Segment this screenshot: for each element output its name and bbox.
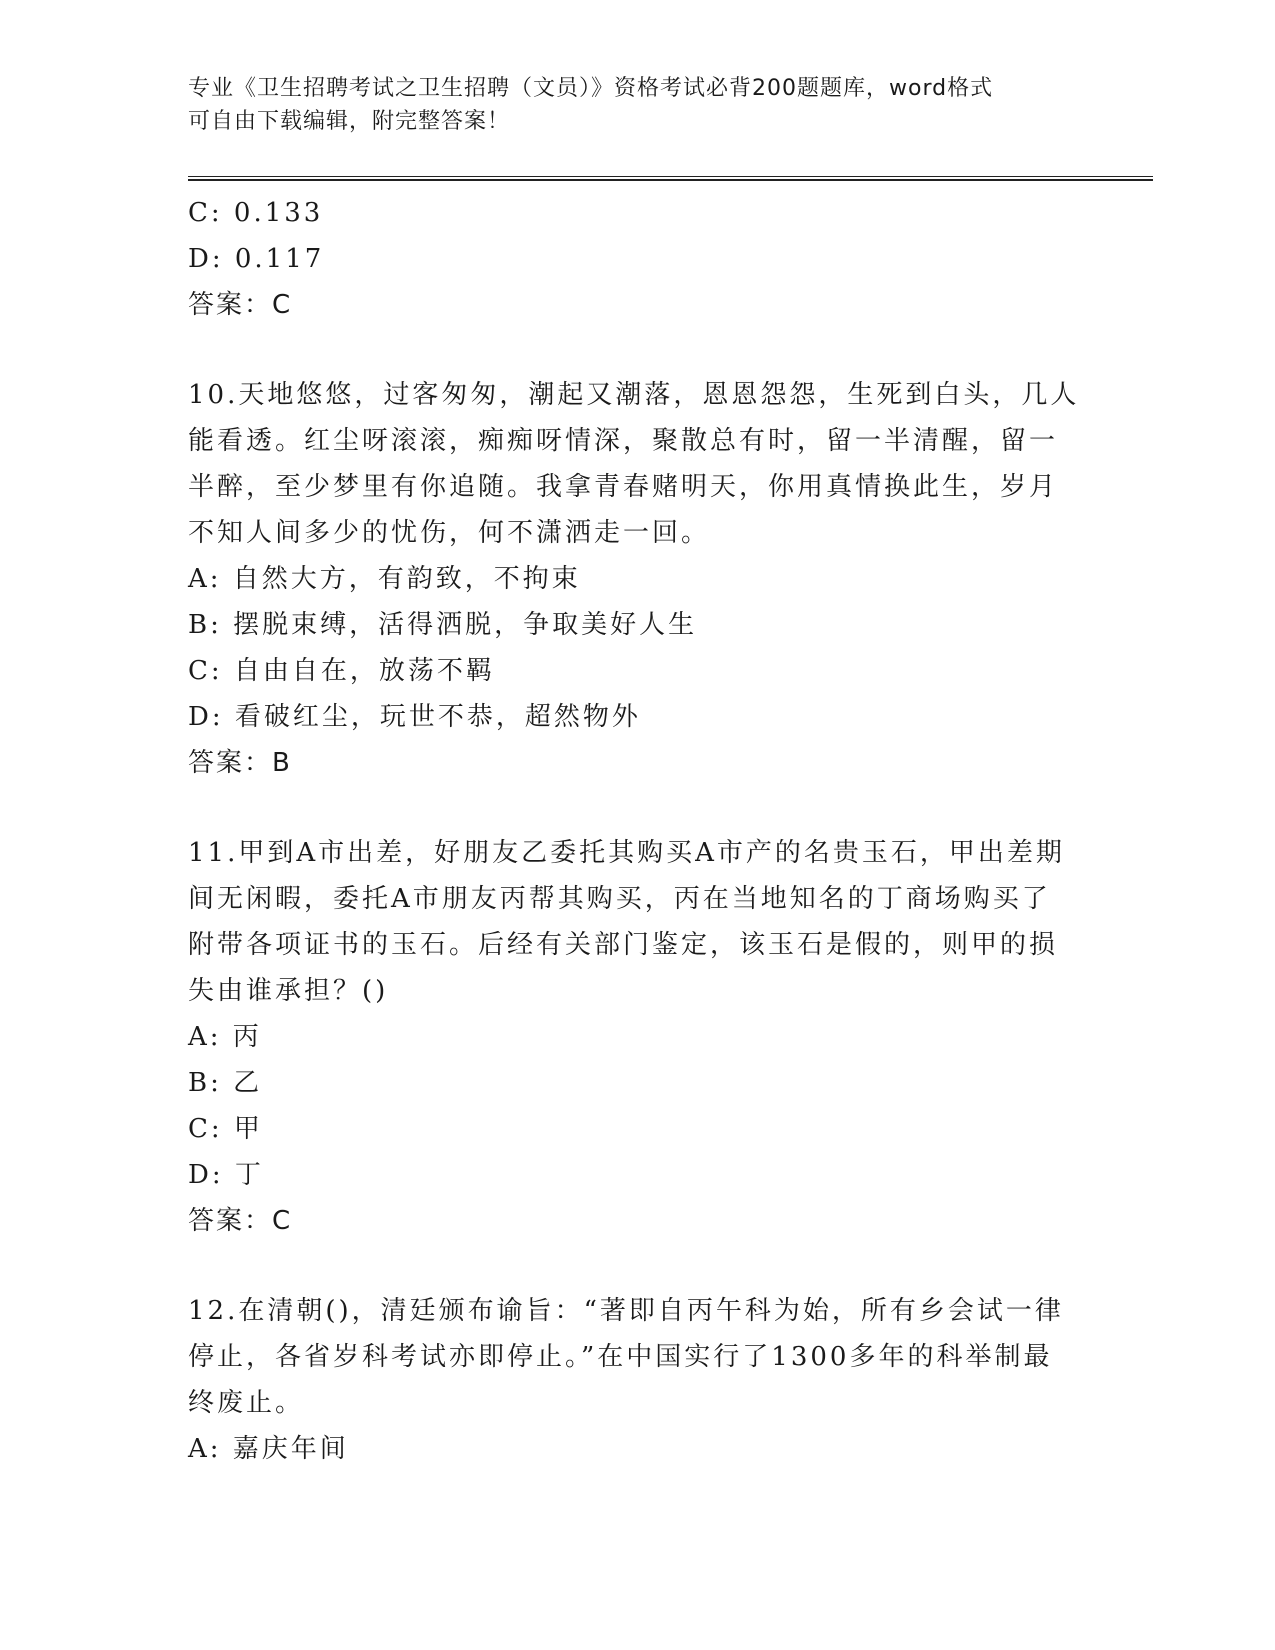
option-c: C: 0.133 [188, 198, 324, 228]
header-line-2: 可自由下载编辑，附完整答案！ [188, 109, 511, 134]
stem-line: 停止，各省岁科考试亦即停止。”在中国实行了1300多年的科举制最 [188, 1342, 1053, 1372]
spacer [188, 1244, 1078, 1288]
prev-question-tail [188, 190, 1078, 328]
header-line-1: 专业《卫生招聘考试之卫生招聘（文员）》资格考试必背200题题库，word格式 [188, 76, 994, 101]
stem-line: 11.甲到A市出差，好朋友乙委托其购买A市产的名贵玉石，甲出差期 [188, 838, 1065, 868]
option-c: C: 甲 [188, 1114, 263, 1144]
header-divider [188, 176, 1153, 181]
option-c: C: 自由自在，放荡不羁 [188, 656, 495, 686]
option-d: D: 丁 [188, 1160, 264, 1190]
stem-line: 不知人间多少的忧伤，何不潇洒走一回。 [188, 518, 711, 548]
option-a: A: 嘉庆年间 [188, 1434, 349, 1464]
spacer [188, 786, 1078, 830]
stem-line: 附带各项证书的玉石。后经有关部门鉴定，该玉石是假的，则甲的损 [188, 930, 1059, 960]
stem-line: 能看透。红尘呀滚滚，痴痴呀情深，聚散总有时，留一半清醒，留一 [188, 426, 1059, 456]
question-11 [188, 830, 1078, 1244]
option-d: D: 看破红尘，玩世不恭，超然物外 [188, 702, 641, 732]
question-stem [188, 1288, 1078, 1426]
option-b: B: 乙 [188, 1068, 263, 1098]
option-b: B: 摆脱束缚，活得洒脱，争取美好人生 [188, 610, 698, 640]
option-a: A: 自然大方，有韵致，不拘束 [188, 564, 581, 594]
answer-line: 答案：C [188, 1206, 293, 1236]
stem-line: 10.天地悠悠，过客匆匆，潮起又潮落，恩恩怨怨，生死到白头，几人 [188, 380, 1080, 410]
question-10 [188, 372, 1078, 786]
stem-line: 12.在清朝()，清廷颁布谕旨：“著即自丙午科为始，所有乡会试一律 [188, 1296, 1064, 1326]
spacer [188, 328, 1078, 372]
stem-line: 半醉，至少梦里有你追随。我拿青春赌明天，你用真情换此生，岁月 [188, 472, 1059, 502]
stem-line: 间无闲暇，委托A市朋友丙帮其购买，丙在当地知名的丁商场购买了 [188, 884, 1051, 914]
option-a: A: 丙 [188, 1022, 262, 1052]
option-d: D: 0.117 [188, 244, 325, 274]
question-stem [188, 830, 1078, 1014]
question-12 [188, 1288, 1078, 1472]
page-header [188, 72, 1088, 138]
document-body [188, 190, 1078, 1472]
stem-line: 失由谁承担？() [188, 976, 389, 1006]
stem-line: 终废止。 [188, 1388, 305, 1418]
question-stem [188, 372, 1078, 556]
answer-line: 答案：B [188, 748, 292, 778]
answer-line: 答案：C [188, 290, 293, 320]
